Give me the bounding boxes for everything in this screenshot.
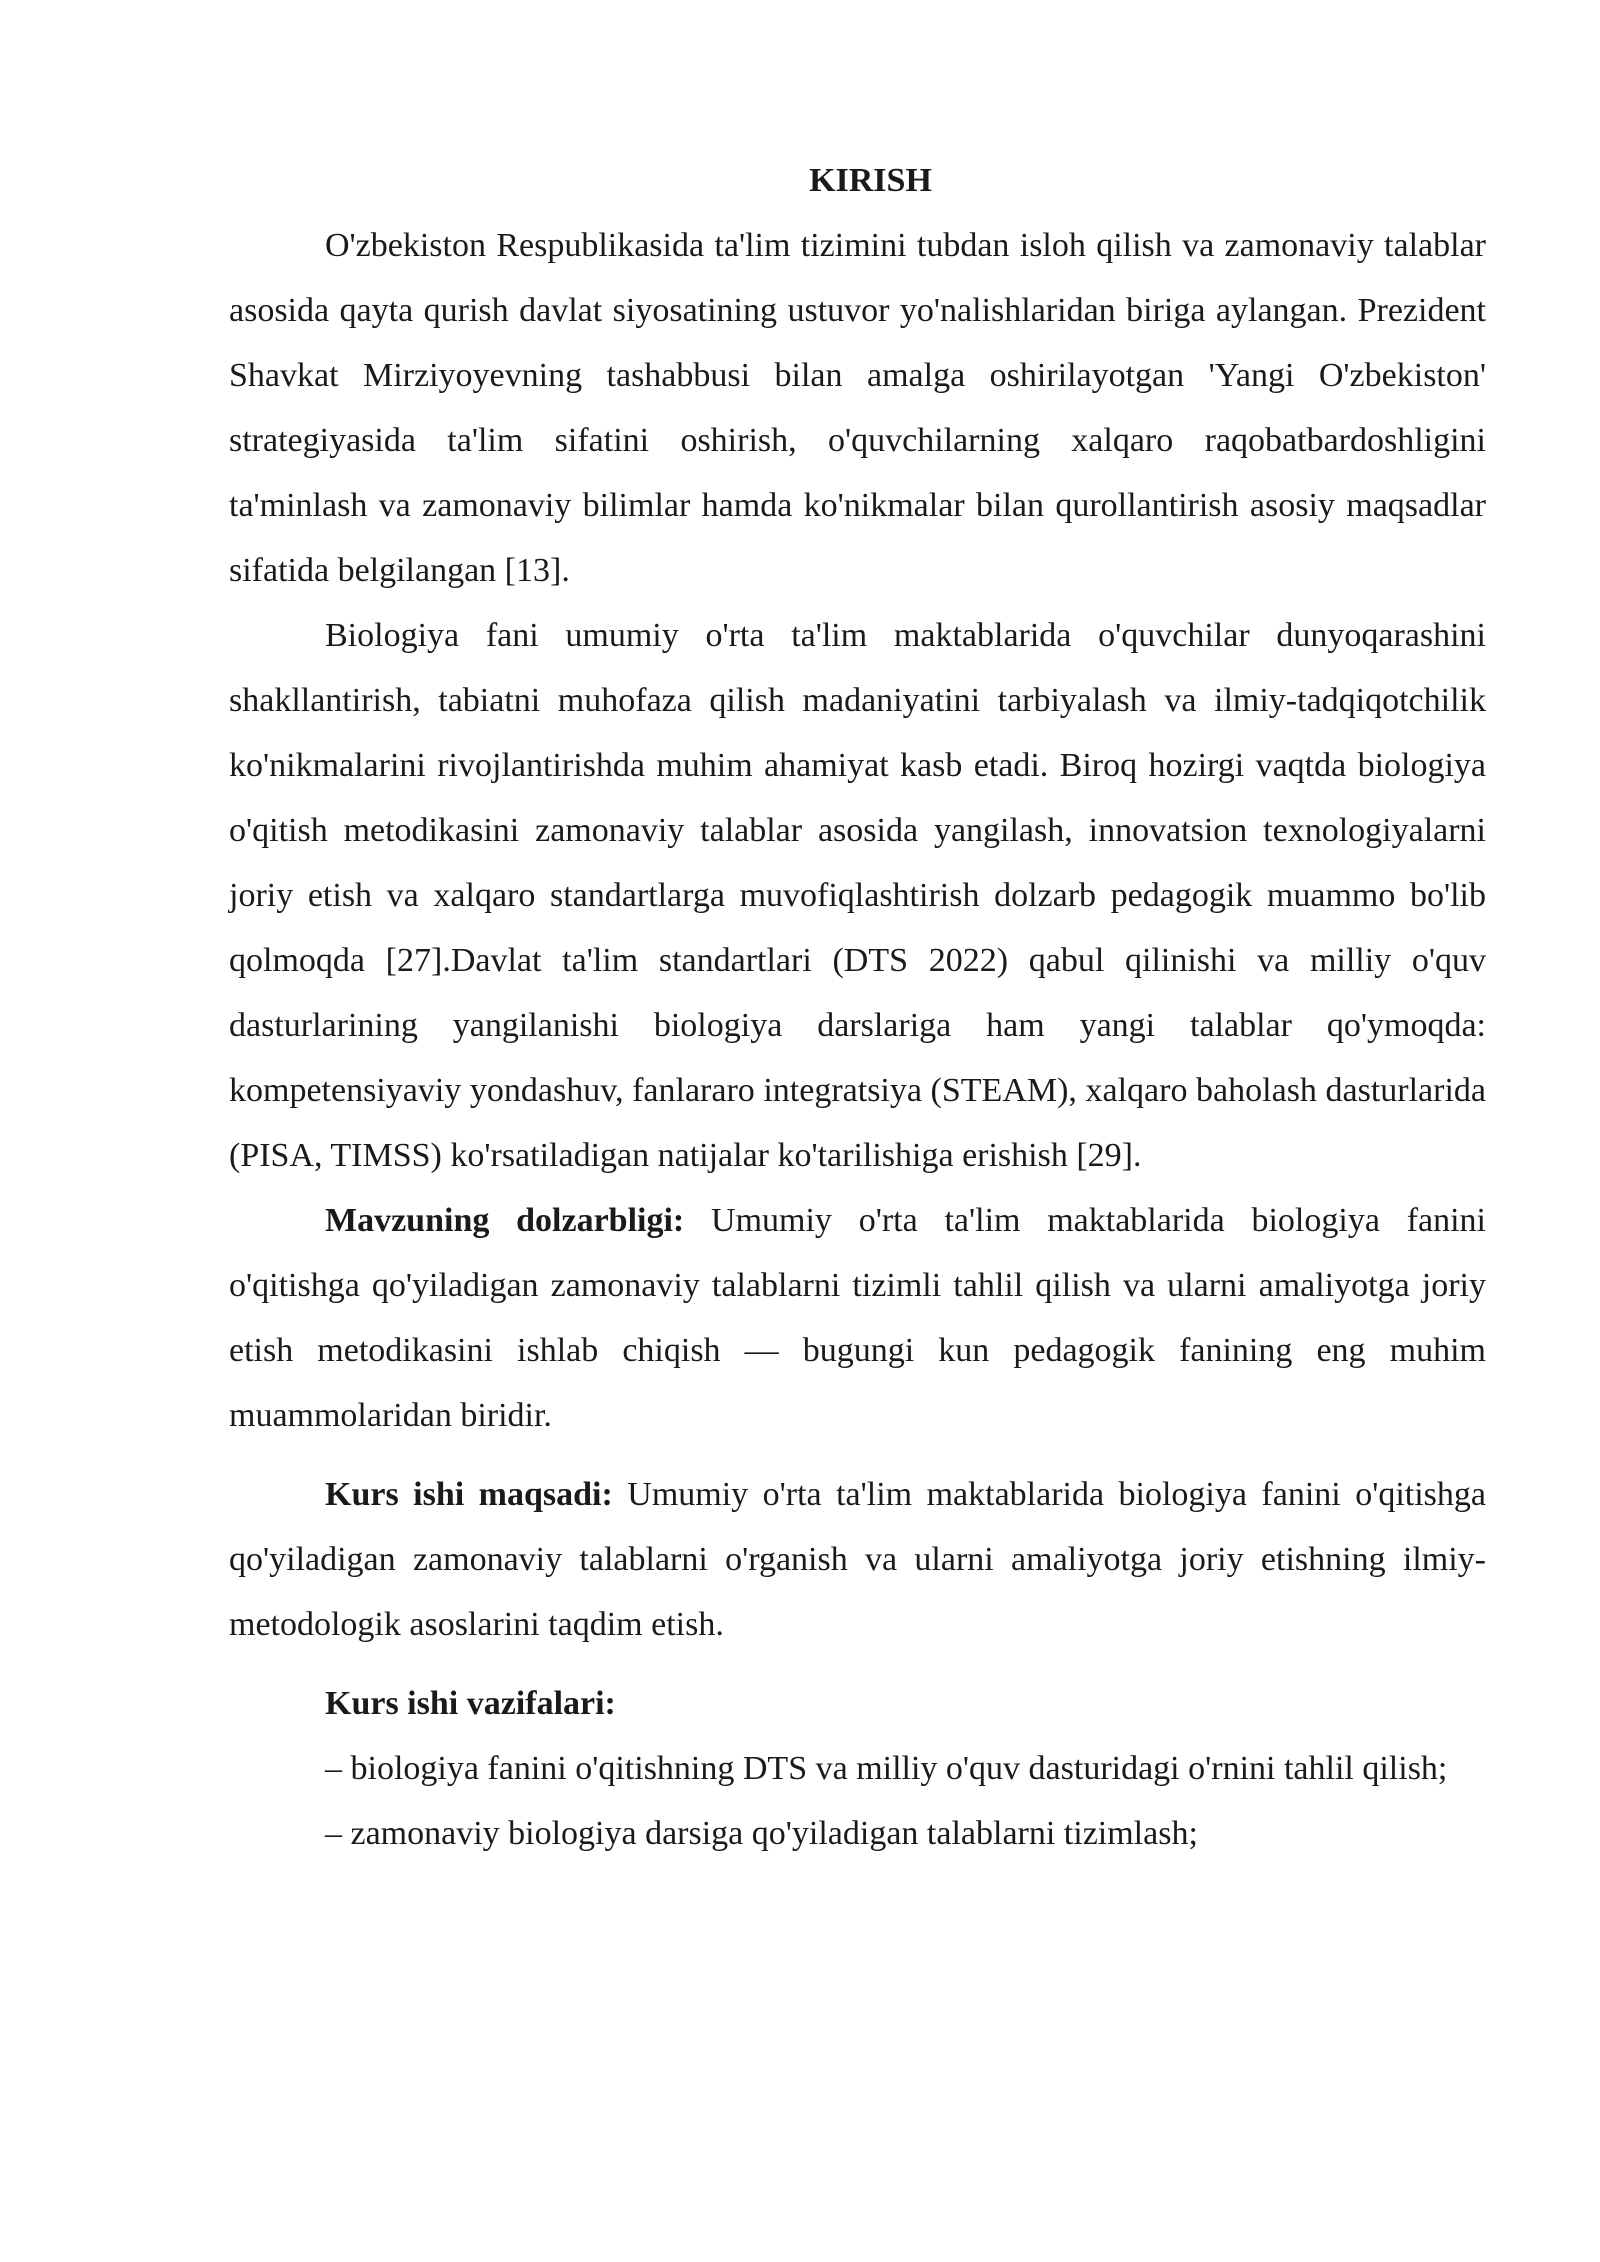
paragraph-tasks-heading xyxy=(229,1671,1486,1736)
relevance-text: Umumiy o'rta ta'lim maktablarida biologiya fanini o'qitishga qo'yiladigan zamonaviy talablarni tizimli tahlil qilish va ularni amaliyotga joriy etish metodikasini ishlab chiqish — bugungi kun pedagogik fanining eng muhim muammolaridan biridir. xyxy=(229,1202,1486,1434)
list-item: – zamonaviy biologiya darsiga qo'yiladigan talablarni tizimlash; xyxy=(325,1815,1198,1852)
tasks-label: Kurs ishi vazifalari: xyxy=(325,1685,616,1722)
paragraph-biology: Biologiya fani umumiy o'rta ta'lim maktablarida o'quvchilar dunyoqarashini shakllantirish, tabiatni muhofaza qilish madaniyatini tarbiyalash va ilmiy-tadqiqotchilik ko'nikmalarini rivojlantirishda muhim ahamiyat kasb etadi. Biroq hozirgi vaqtda biologiya o'qitish metodikasini zamonaviy talablar asosida yangilash, innovatsion texnologiyalarni joriy etish va xalqaro standartlarga muvofiqlashtirish dolzarb pedagogik muammo bo'lib qolmoqda [27].Davlat ta'lim standartlari (DTS 2022) qabul qilinishi va milliy o'quv dasturlarining yangilanishi biologiya darslariga ham yangi talablar qo'ymoqda: kompetensiyaviy yondashuv, fanlararo integratsiya (STEAM), xalqaro baholash dasturlarida (PISA, TIMSS) ko'rsatiladigan natijalar ko'tarilishiga erishish [29]. xyxy=(229,617,1486,1174)
paragraph-goal xyxy=(229,1462,1486,1657)
goal-text: Umumiy o'rta ta'lim maktablarida biologiya fanini o'qitishga qo'yiladigan zamonaviy talablarni o'rganish va ularni amaliyotga joriy etishning ilmiy-metodologik asoslarini taqdim etish. xyxy=(229,1476,1487,1643)
paragraph-intro: O'zbekiston Respublikasida ta'lim tizimini tubdan isloh qilish va zamonaviy talablar asosida qayta qurish davlat siyosatining ustuvor yo'nalishlaridan biriga aylangan. Prezident Shavkat Mirziyoyevning tashabbusi bilan amalga oshirilayotgan 'Yangi O'zbekiston' strategiyasida ta'lim sifatini oshirish, o'quvchilarning xalqaro raqobatbardoshligini ta'minlash va zamonaviy bilimlar hamda ko'nikmalar bilan qurollantirish asosiy maqsadlar sifatida belgilangan [13]. xyxy=(229,227,1486,589)
goal-label: Kurs ishi maqsadi: xyxy=(325,1476,613,1513)
document-body xyxy=(229,148,1486,1866)
relevance-label: Mavzuning dolzarbligi: xyxy=(325,1202,685,1239)
paragraph-relevance xyxy=(229,1188,1486,1448)
page-title: KIRISH xyxy=(809,162,932,199)
list-item: – biologiya fanini o'qitishning DTS va milliy o'quv dasturidagi o'rnini tahlil qilish; xyxy=(325,1750,1448,1787)
